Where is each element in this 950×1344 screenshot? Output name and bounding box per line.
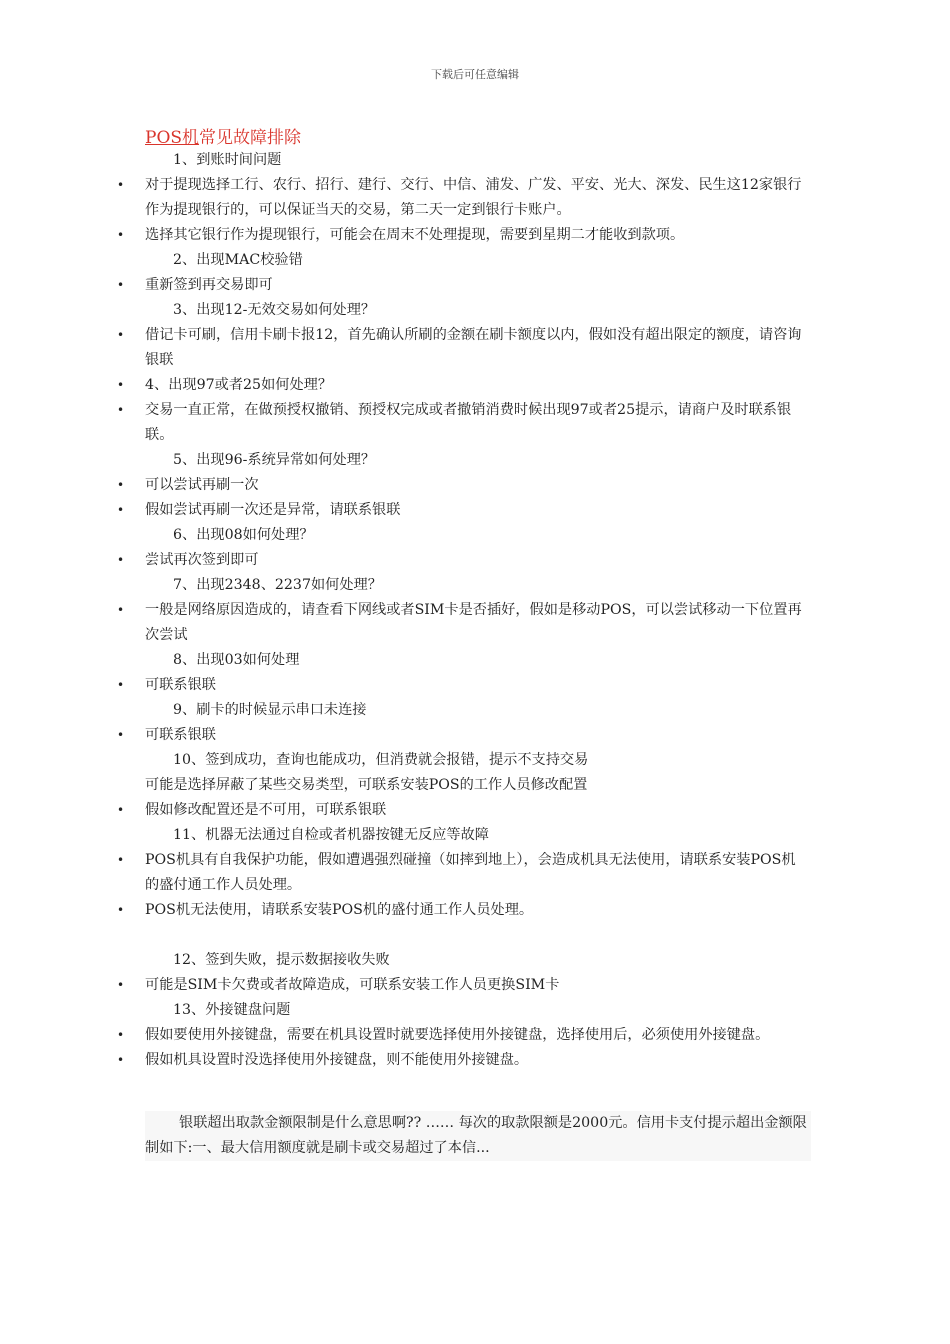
- plain-paragraph: 可能是选择屏蔽了某些交易类型，可联系安装POS的工作人员修改配置: [145, 777, 588, 793]
- list-item: • 尝试再次签到即可: [145, 548, 807, 573]
- blank-line: [145, 923, 807, 948]
- document-title: [145, 126, 301, 150]
- list-item: • POS机无法使用，请联系安装POS机的盛付通工作人员处理。: [145, 898, 807, 923]
- list-item: • 重新签到再交易即可: [145, 273, 807, 298]
- section-heading: 6、出现08如何处理？: [173, 527, 314, 543]
- list-item: • 可能是SIM卡欠费或者故障造成，可联系安装工作人员更换SIM卡: [145, 973, 807, 998]
- section-heading: 1、到账时间问题: [173, 152, 282, 168]
- list-item: • 借记卡可刷，信用卡刷卡报12，首先确认所刷的金额在刷卡额度以内，假如没有超出限定的额度，请咨询银联: [145, 323, 807, 373]
- blank-space: [145, 1073, 807, 1111]
- section-heading: 8、出现03如何处理: [173, 652, 300, 668]
- search-snippet: 银联超出取款金额限制是什么意思啊?? …… 每次的取款限额是2000元。信用卡支付提示超出金额限制如下:一、最大信用额度就是刷卡或交易超过了本信...: [145, 1111, 811, 1161]
- list-item: • 假如修改配置还是不可用，可联系银联: [145, 798, 807, 823]
- list-item: • POS机具有自我保护功能，假如遭遇强烈碰撞（如摔到地上），会造成机具无法使用，请联系安装POS机的盛付通工作人员处理。: [145, 848, 807, 898]
- list-item: • 一般是网络原因造成的，请查看下网线或者SIM卡是否插好，假如是移动POS，可以尝试移动一下位置再次尝试: [145, 598, 807, 648]
- section-heading: 10、签到成功，查询也能成功，但消费就会报错，提示不支持交易: [173, 752, 589, 768]
- title-rest: 常见故障排除: [199, 128, 302, 148]
- page-header: 下载后可任意编辑: [431, 68, 519, 81]
- list-item: • 对于提现选择工行、农行、招行、建行、交行、中信、浦发、广发、平安、光大、深发、民生这12家银行作为提现银行的，可以保证当天的交易，第二天一定到银行卡账户。: [145, 173, 807, 223]
- document-body: [145, 148, 807, 1161]
- section-heading: 2、出现MAC校验错: [173, 252, 303, 268]
- section-heading: 12、签到失败，提示数据接收失败: [173, 952, 390, 968]
- list-item: • 可联系银联: [145, 673, 807, 698]
- list-item: • 假如要使用外接键盘，需要在机具设置时就要选择使用外接键盘，选择使用后，必须使用外接键盘。: [145, 1023, 807, 1048]
- section-heading: 11、机器无法通过自检或者机器按键无反应等故障: [173, 827, 489, 843]
- list-item: • 假如尝试再刷一次还是异常，请联系银联: [145, 498, 807, 523]
- section-heading: 9、刷卡的时候显示串口未连接: [173, 702, 367, 718]
- list-item: • 假如机具设置时没选择使用外接键盘，则不能使用外接键盘。: [145, 1048, 807, 1073]
- list-item: • 可联系银联: [145, 723, 807, 748]
- list-item: • 4、出现97或者25如何处理？: [145, 373, 807, 398]
- section-heading: 13、外接键盘问题: [173, 1002, 291, 1018]
- title-link[interactable]: POS机: [145, 128, 200, 148]
- section-heading: 5、出现96-系统异常如何处理？: [173, 452, 376, 468]
- list-item: • 交易一直正常，在做预授权撤销、预授权完成或者撤销消费时候出现97或者25提示，请商户及时联系银联。: [145, 398, 807, 448]
- list-item: • 可以尝试再刷一次: [145, 473, 807, 498]
- section-heading: 7、出现2348、2237如何处理？: [173, 577, 382, 593]
- section-heading: 3、出现12-无效交易如何处理？: [173, 302, 376, 318]
- list-item: • 选择其它银行作为提现银行，可能会在周末不处理提现，需要到星期二才能收到款项。: [145, 223, 807, 248]
